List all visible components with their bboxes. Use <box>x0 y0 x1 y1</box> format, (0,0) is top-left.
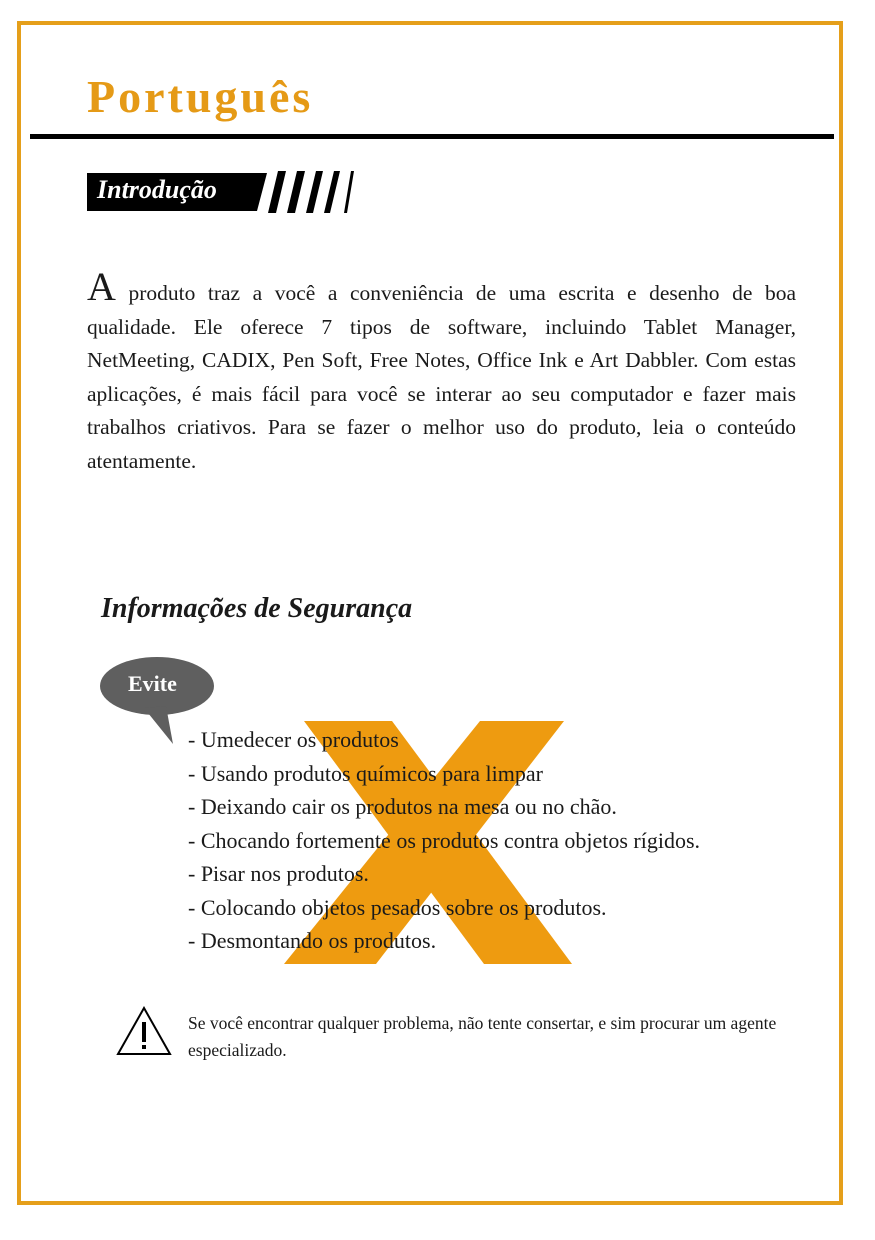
avoid-label: Evite <box>128 671 177 696</box>
list-item: - Pisar nos produtos. <box>188 861 369 886</box>
list-item: - Umedecer os produtos <box>188 727 399 752</box>
list-item: - Colocando objetos pesados sobre os produtos. <box>188 894 607 920</box>
safety-section-title: Informações de Segurança <box>101 593 413 624</box>
warning-triangle-icon <box>116 1006 172 1056</box>
intro-paragraph <box>87 264 796 478</box>
intro-body-text: produto traz a você a conveniência de uma escrita e desenho de boa qualidade. Ele oferece 7 tipos de software, incluindo Tablet Manager, NetMeeting, CADIX, Pen Soft, Free Notes, Office Ink e Art Dabbler. Com estas aplicações, é mais fácil para você se interar ao seu computador e fazer mais trabalhos criativos. Para se fazer o melhor uso do produto, leia o conteúdo atentamente. <box>87 281 796 473</box>
stripes-decoration <box>268 171 358 215</box>
list-item: - Desmontando os produtos. <box>188 928 437 953</box>
list-item: - Chocando fortemente os produtos contra objetos rígidos. <box>188 827 701 853</box>
title-divider <box>30 134 834 139</box>
intro-section-label: Introdução <box>97 175 217 204</box>
intro-dropcap: A <box>87 264 116 309</box>
list-item: - Usando produtos químicos para limpar <box>188 760 543 786</box>
intro-section-tag <box>87 173 267 211</box>
avoid-list <box>188 723 700 958</box>
page-title: Português <box>87 71 314 122</box>
list-item: - Deixando cair os produtos na mesa ou no chão. <box>188 794 617 819</box>
warning-text: Se você encontrar qualquer problema, não tente consertar, e sim procurar um agente especializado. <box>188 1013 777 1060</box>
